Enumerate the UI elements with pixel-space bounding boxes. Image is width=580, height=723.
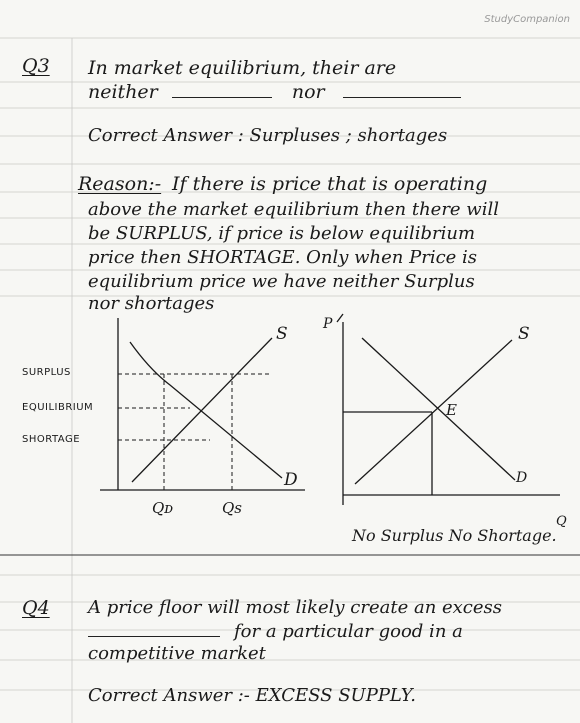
right-demand-label: D <box>516 470 528 486</box>
q3-reason-line-2: above the market equilibrium then there will <box>88 199 499 220</box>
qs-label: Qs <box>222 499 242 517</box>
q4-blank <box>88 622 220 637</box>
q3-neither: neither <box>88 81 158 103</box>
right-eq-label: E <box>446 401 457 419</box>
q3-reason-line-6: nor shortages <box>88 293 215 314</box>
q3-number: Q3 <box>22 55 50 77</box>
q4-correct-answer: Correct Answer :- EXCESS SUPPLY. <box>88 685 417 706</box>
q3-reason-line-5: equilibrium price we have neither Surplus <box>88 271 475 292</box>
right-q-axis-label: Q <box>556 514 567 529</box>
q4-line2 <box>88 620 463 644</box>
q3-line1: In market equilibrium, their are <box>88 57 397 79</box>
q3-reason-line-3: be SURPLUS, if price is below equilibrium <box>88 223 476 244</box>
q3-nor: nor <box>291 81 325 103</box>
q4-line2-text: for a particular good in a <box>234 621 463 642</box>
right-demand-curve <box>362 338 515 480</box>
label-surplus: SURPLUS <box>22 367 71 378</box>
q4-number: Q4 <box>22 597 50 619</box>
right-p-axis-label: P <box>323 316 333 332</box>
q4-line3: competitive market <box>88 643 266 664</box>
q3-reason-label: Reason:- <box>78 173 162 195</box>
right-supply-label: S <box>518 324 530 344</box>
left-demand-label: D <box>284 470 298 490</box>
brand-watermark: StudyCompanion <box>484 14 570 25</box>
label-equilibrium: EQUILIBRIUM <box>22 402 94 413</box>
left-supply-label: S <box>276 324 288 344</box>
qd-label: Qᴅ <box>152 499 174 517</box>
label-shortage: SHORTAGE <box>22 434 81 445</box>
q3-correct-answer: Correct Answer : Surpluses ; shortages <box>88 125 448 146</box>
right-y-arrow <box>337 314 343 322</box>
right-caption: No Surplus No Shortage. <box>352 526 557 545</box>
q3-reason-line-1: If there is price that is operating <box>172 173 488 195</box>
q3-reason-line-4: price then SHORTAGE. Only when Price is <box>88 247 478 268</box>
q4-line1: A price floor will most likely create an excess <box>88 597 503 618</box>
